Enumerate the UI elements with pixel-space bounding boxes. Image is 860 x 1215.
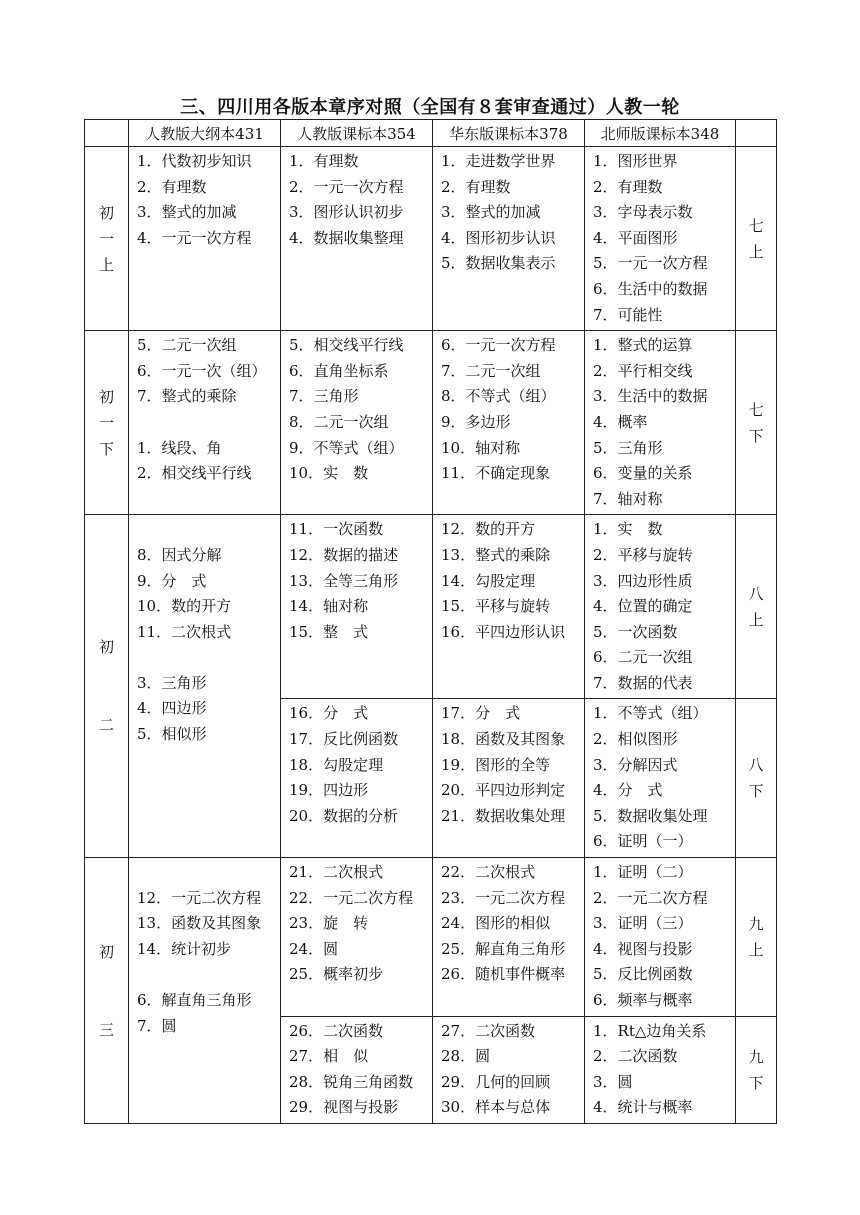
grade-cell: 初 二 xyxy=(85,515,129,858)
list-item: 7．数据的代表 xyxy=(593,673,693,692)
list-item: 6．一元一次方程 xyxy=(441,336,556,355)
list-item: 17．反比例函数 xyxy=(289,730,399,749)
list-item: 5．数据收集表示 xyxy=(441,254,556,273)
daigang-cell xyxy=(129,331,281,515)
header-beishi: 北师版课标本348 xyxy=(585,120,736,147)
list-item: 12．数据的描述 xyxy=(289,545,399,564)
list-item: 13．函数及其图象 xyxy=(137,914,262,933)
list-item: 14．勾股定理 xyxy=(441,571,536,590)
list-item: 25．概率初步 xyxy=(289,965,384,984)
list-item: 30．样本与总体 xyxy=(441,1098,551,1117)
list-item: 9．分 式 xyxy=(137,571,207,590)
list-item: 9．不等式（组） xyxy=(289,438,404,457)
list-item: 6．解直角三角形 xyxy=(137,991,252,1009)
list-item: 14．轴对称 xyxy=(289,597,369,616)
list-item: 1．图形世界 xyxy=(593,152,678,170)
list-item: 29．几何的回顾 xyxy=(441,1072,551,1091)
term-cell: 九 上 xyxy=(736,858,777,1017)
list-item: 6．一元一次（组） xyxy=(137,361,267,380)
list-item: 5．一次函数 xyxy=(593,622,678,641)
list-item: 1．代数初步知识 xyxy=(137,152,252,170)
list-item: 15．平移与旋转 xyxy=(441,597,551,616)
kebiao-cell xyxy=(281,147,433,331)
list-item: 1．走进数学世界 xyxy=(441,152,556,170)
kebiao-cell xyxy=(281,699,433,858)
grade-cell: 初 一 下 xyxy=(85,331,129,515)
list-item: 27．二次函数 xyxy=(441,1021,536,1040)
list-item: 24．圆 xyxy=(289,939,339,958)
list-item: 2．有理数 xyxy=(593,177,663,196)
header-huadong: 华东版课标本378 xyxy=(433,120,585,147)
beishi-cell xyxy=(585,1016,736,1123)
list-item: 9．多边形 xyxy=(441,412,511,431)
list-item: 16．平四边形认识 xyxy=(441,622,566,641)
list-item: 4．统计与概率 xyxy=(593,1098,693,1117)
table-row xyxy=(85,515,777,699)
grade-cell: 初 三 xyxy=(85,858,129,1124)
list-item: 12．数的开方 xyxy=(441,520,536,539)
list-item: 29．视图与投影 xyxy=(289,1098,399,1117)
header-kebiao: 人教版课标本354 xyxy=(281,120,433,147)
list-item: 5．反比例函数 xyxy=(593,965,693,984)
list-item: 2．相似图形 xyxy=(593,730,678,749)
list-item: 2．有理数 xyxy=(137,177,207,196)
huadong-cell xyxy=(433,515,585,699)
list-item: 18．勾股定理 xyxy=(289,755,384,774)
list-item: 1．实 数 xyxy=(593,520,663,539)
list-item: 4．位置的确定 xyxy=(593,597,693,616)
huadong-cell xyxy=(433,331,585,515)
list-item: 5．相交线平行线 xyxy=(289,336,404,355)
list-item: 4．分 式 xyxy=(593,781,663,800)
list-item: 21．二次根式 xyxy=(289,863,384,882)
list-item: 6．证明（一） xyxy=(593,832,693,851)
list-item: 5．一元一次方程 xyxy=(593,254,708,273)
list-item: 16．分 式 xyxy=(289,704,369,723)
list-item: 6．生活中的数据 xyxy=(593,279,708,298)
list-item: 1．线段、角 xyxy=(137,438,222,457)
list-item: 1．不等式（组） xyxy=(593,704,708,723)
grade-cell: 初 一 上 xyxy=(85,147,129,331)
list-item: 25．解直角三角形 xyxy=(441,939,566,958)
list-item: 10．实 数 xyxy=(289,464,369,483)
huadong-cell xyxy=(433,858,585,1017)
list-item: 5．三角形 xyxy=(593,438,663,457)
list-item: 19．四边形 xyxy=(289,781,369,800)
table-row xyxy=(85,331,777,515)
list-item: 28．锐角三角函数 xyxy=(289,1072,414,1091)
list-item: 6．二元一次组 xyxy=(593,648,693,667)
term-cell: 七 下 xyxy=(736,331,777,515)
list-item: 7．二元一次组 xyxy=(441,361,541,380)
term-cell: 八 下 xyxy=(736,699,777,858)
list-item: 13．全等三角形 xyxy=(289,571,399,590)
list-item: 28．圆 xyxy=(441,1047,491,1066)
list-item: 3．圆 xyxy=(593,1072,633,1091)
kebiao-cell xyxy=(281,858,433,1017)
list-item: 7．圆 xyxy=(137,1016,177,1035)
list-item: 6．频率与概率 xyxy=(593,991,693,1009)
list-item: 27．相 似 xyxy=(289,1047,369,1066)
list-item: 2．有理数 xyxy=(441,177,511,196)
list-item: 21．数据收集处理 xyxy=(441,806,566,825)
list-item: 3．整式的加减 xyxy=(441,203,541,222)
list-item: 23．旋 转 xyxy=(289,914,369,933)
list-item: 4．平面图形 xyxy=(593,228,678,247)
huadong-cell xyxy=(433,1016,585,1123)
huadong-cell xyxy=(433,147,585,331)
beishi-cell xyxy=(585,331,736,515)
list-item: 14．统计初步 xyxy=(137,939,232,958)
list-item: 3．生活中的数据 xyxy=(593,387,708,406)
list-item: 26．随机事件概率 xyxy=(441,965,566,984)
list-item: 8．因式分解 xyxy=(137,545,222,564)
beishi-cell xyxy=(585,147,736,331)
term-cell: 九 下 xyxy=(736,1016,777,1123)
list-item: 1．有理数 xyxy=(289,152,359,170)
header-grade-cell xyxy=(85,120,129,147)
term-cell: 七 上 xyxy=(736,147,777,331)
list-item: 11．一次函数 xyxy=(289,520,384,539)
list-item: 3．图形认识初步 xyxy=(289,203,404,222)
list-item: 4．图形初步认识 xyxy=(441,228,556,247)
list-item: 3．分解因式 xyxy=(593,755,678,774)
list-item: 4．视图与投影 xyxy=(593,939,693,958)
list-item: 6．直角坐标系 xyxy=(289,361,389,380)
daigang-cell xyxy=(129,858,281,1124)
list-item: 5．数据收集处理 xyxy=(593,806,708,825)
list-item: 2．平移与旋转 xyxy=(593,545,693,564)
list-item: 7．三角形 xyxy=(289,387,359,406)
list-item: 11．不确定现象 xyxy=(441,464,551,483)
table-row xyxy=(85,858,777,1017)
list-item: 5．相似形 xyxy=(137,725,207,744)
header-row xyxy=(85,120,777,147)
list-item: 20．平四边形判定 xyxy=(441,781,566,800)
list-item: 13．整式的乘除 xyxy=(441,545,551,564)
kebiao-cell xyxy=(281,331,433,515)
list-item: 7．整式的乘除 xyxy=(137,387,237,406)
beishi-cell xyxy=(585,699,736,858)
daigang-cell xyxy=(129,515,281,858)
kebiao-cell xyxy=(281,1016,433,1123)
list-item: 17．分 式 xyxy=(441,704,521,723)
list-item: 1．整式的运算 xyxy=(593,336,693,355)
list-item: 22．一元二次方程 xyxy=(289,888,414,907)
list-item: 2．二次函数 xyxy=(593,1047,678,1066)
beishi-cell xyxy=(585,515,736,699)
list-item: 15．整 式 xyxy=(289,622,369,641)
list-item: 7．可能性 xyxy=(593,305,663,324)
list-item: 26．二次函数 xyxy=(289,1021,384,1040)
list-item: 8．不等式（组） xyxy=(441,387,556,406)
list-item: 3．证明（三） xyxy=(593,914,693,933)
list-item: 3．整式的加减 xyxy=(137,203,237,222)
list-item: 1．证明（二） xyxy=(593,863,693,882)
table-row xyxy=(85,147,777,331)
list-item: 20．数据的分析 xyxy=(289,806,399,825)
list-item: 1．Rt△边角关系 xyxy=(593,1021,707,1040)
daigang-cell xyxy=(129,147,281,331)
list-item: 4．数据收集整理 xyxy=(289,228,404,247)
list-item: 19．图形的全等 xyxy=(441,755,551,774)
beishi-cell xyxy=(585,858,736,1017)
list-item: 4．四边形 xyxy=(137,699,207,718)
list-item: 4．概率 xyxy=(593,412,648,431)
list-item: 7．轴对称 xyxy=(593,489,663,508)
list-item: 3．字母表示数 xyxy=(593,203,693,222)
list-item: 2．相交线平行线 xyxy=(137,464,252,483)
list-item: 10．数的开方 xyxy=(137,597,232,616)
chapter-comparison-table xyxy=(84,119,777,1124)
list-item: 5．二元一次组 xyxy=(137,336,237,355)
list-item: 12．一元二次方程 xyxy=(137,888,262,907)
list-item: 11．二次根式 xyxy=(137,622,232,641)
list-item: 22．二次根式 xyxy=(441,863,536,882)
term-cell: 八 上 xyxy=(736,515,777,699)
header-term-cell xyxy=(736,120,777,147)
list-item: 8．二元一次组 xyxy=(289,412,389,431)
list-item: 23．一元二次方程 xyxy=(441,888,566,907)
list-item: 3．三角形 xyxy=(137,673,207,692)
kebiao-cell xyxy=(281,515,433,699)
list-item: 2．一元一次方程 xyxy=(289,177,404,196)
list-item: 2．一元二次方程 xyxy=(593,888,708,907)
huadong-cell xyxy=(433,699,585,858)
list-item: 18．函数及其图象 xyxy=(441,730,566,749)
page-title: 三、四川用各版本章序对照（全国有８套审查通过）人教一轮 xyxy=(180,97,680,118)
header-daigang: 人教版大纲本431 xyxy=(129,120,281,147)
list-item: 6．变量的关系 xyxy=(593,464,693,483)
list-item: 3．四边形性质 xyxy=(593,571,693,590)
list-item: 10．轴对称 xyxy=(441,438,521,457)
list-item: 2．平行相交线 xyxy=(593,361,693,380)
list-item: 4．一元一次方程 xyxy=(137,228,252,247)
list-item: 24．图形的相似 xyxy=(441,914,551,933)
